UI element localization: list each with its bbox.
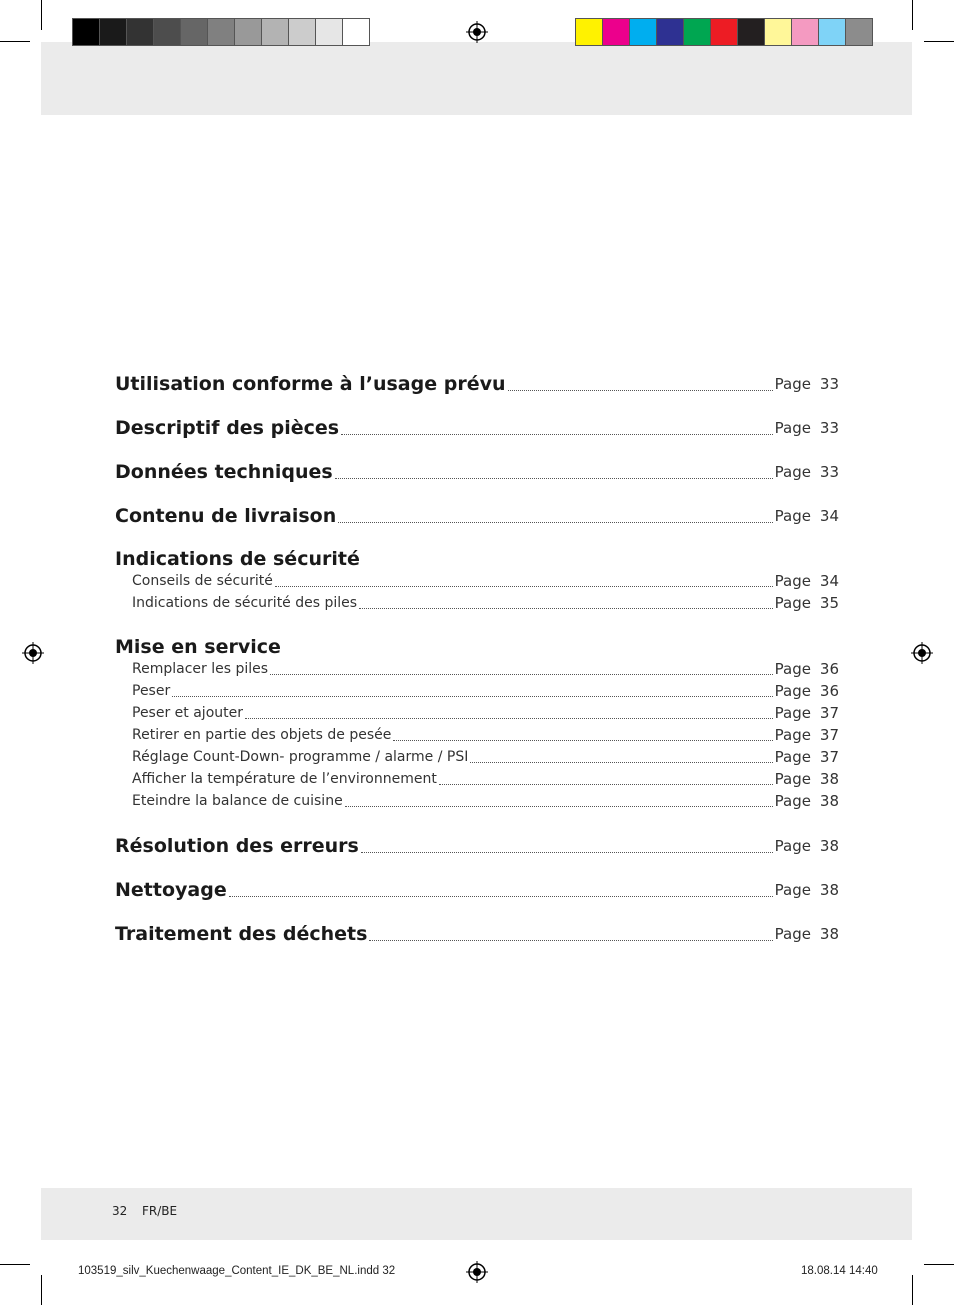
dot-leader bbox=[470, 762, 772, 763]
toc-heading-title: Mise en service bbox=[115, 636, 281, 658]
crop-mark bbox=[924, 1264, 954, 1265]
color-swatch bbox=[234, 18, 262, 46]
page-number-ref: 33 bbox=[819, 419, 839, 437]
dot-leader bbox=[172, 696, 772, 697]
toc-heading bbox=[115, 912, 839, 956]
color-swatch bbox=[72, 18, 100, 46]
page-label: Page bbox=[774, 704, 811, 722]
toc-subentry-label: Conseils de sécurité bbox=[132, 573, 273, 589]
color-swatch bbox=[126, 18, 154, 46]
page-number-ref: 38 bbox=[819, 837, 839, 855]
dot-leader bbox=[335, 478, 773, 479]
toc-heading-title: Utilisation conforme à l’usage prévu bbox=[115, 373, 506, 395]
page-number-ref: 35 bbox=[819, 594, 839, 612]
registration-mark-icon bbox=[466, 1261, 488, 1283]
color-swatch bbox=[602, 18, 630, 46]
toc-section bbox=[115, 626, 839, 824]
dot-leader bbox=[361, 852, 773, 853]
page-number-ref: 37 bbox=[819, 726, 839, 744]
toc-section bbox=[115, 494, 839, 538]
toc-heading-title: Descriptif des pièces bbox=[115, 417, 340, 439]
page-label: Page bbox=[774, 507, 811, 525]
toc-subentry-label: Peser et ajouter bbox=[132, 705, 243, 721]
dot-leader bbox=[338, 522, 772, 523]
section-gap bbox=[115, 614, 839, 626]
crop-mark bbox=[912, 1275, 913, 1305]
toc-section bbox=[115, 406, 839, 450]
toc-subentry-label: Afficher la température de l’environnement bbox=[132, 771, 437, 787]
dot-leader bbox=[229, 896, 773, 897]
toc-subentry-label: Peser bbox=[132, 683, 171, 699]
page-label: Page bbox=[774, 419, 811, 437]
color-swatch bbox=[629, 18, 657, 46]
page-number-ref: 38 bbox=[819, 770, 839, 788]
registration-mark-icon bbox=[911, 642, 933, 664]
dot-leader bbox=[359, 608, 773, 609]
toc-subentry-label: Réglage Count-Down- programme / alarme / PSI bbox=[132, 749, 469, 765]
dot-leader bbox=[369, 940, 772, 941]
color-swatch bbox=[153, 18, 181, 46]
dot-leader bbox=[245, 718, 773, 719]
toc-heading-title: Traitement des déchets bbox=[115, 923, 368, 945]
toc-subentry-label: Indications de sécurité des piles bbox=[132, 595, 358, 611]
page-label: Page bbox=[774, 660, 811, 678]
crop-mark bbox=[41, 0, 42, 30]
page-label: Page bbox=[774, 463, 811, 481]
page-number-ref: 36 bbox=[819, 660, 839, 678]
color-swatch bbox=[575, 18, 603, 46]
dot-leader bbox=[275, 586, 773, 587]
color-bar bbox=[575, 18, 872, 46]
dot-leader bbox=[508, 390, 773, 391]
dot-leader bbox=[270, 674, 773, 675]
crop-mark bbox=[912, 0, 913, 30]
toc-heading bbox=[115, 450, 839, 494]
page-label: Page bbox=[774, 682, 811, 700]
page-label: Page bbox=[774, 881, 811, 899]
toc-heading bbox=[115, 406, 839, 450]
toc-subentry bbox=[115, 790, 839, 812]
toc-heading-title: Données techniques bbox=[115, 461, 333, 483]
page-label: Page bbox=[774, 925, 811, 943]
page-label: Page bbox=[774, 375, 811, 393]
page-number-ref: 37 bbox=[819, 748, 839, 766]
toc-subentry bbox=[115, 658, 839, 680]
toc-heading bbox=[115, 626, 839, 658]
color-swatch bbox=[818, 18, 846, 46]
section-gap bbox=[115, 812, 839, 824]
color-swatch bbox=[845, 18, 873, 46]
color-swatch bbox=[207, 18, 235, 46]
color-swatch bbox=[791, 18, 819, 46]
page-number-ref: 33 bbox=[819, 463, 839, 481]
color-swatch bbox=[764, 18, 792, 46]
toc-section bbox=[115, 868, 839, 912]
toc-heading-title: Contenu de livraison bbox=[115, 505, 337, 527]
page-number-ref: 38 bbox=[819, 792, 839, 810]
toc-subentry bbox=[115, 702, 839, 724]
page-label: Page bbox=[774, 770, 811, 788]
color-swatch bbox=[710, 18, 738, 46]
page-label: Page bbox=[774, 594, 811, 612]
toc-subentry-label: Eteindre la balance de cuisine bbox=[132, 793, 343, 809]
toc-subentry bbox=[115, 570, 839, 592]
page-label: Page bbox=[774, 726, 811, 744]
toc-subentry-label: Remplacer les piles bbox=[132, 661, 269, 677]
page-number-ref: 36 bbox=[819, 682, 839, 700]
page-number: 32 bbox=[112, 1204, 128, 1218]
toc-section bbox=[115, 824, 839, 868]
toc-heading bbox=[115, 538, 839, 570]
color-swatch bbox=[683, 18, 711, 46]
toc-section bbox=[115, 450, 839, 494]
date-slug: 18.08.14 14:40 bbox=[801, 1265, 878, 1277]
page-number-ref: 33 bbox=[819, 375, 839, 393]
page-number-ref: 34 bbox=[819, 507, 839, 525]
table-of-contents bbox=[115, 362, 839, 956]
toc-heading bbox=[115, 868, 839, 912]
toc-subentry-label: Retirer en partie des objets de pesée bbox=[132, 727, 392, 743]
color-swatch bbox=[342, 18, 370, 46]
header-band bbox=[41, 42, 912, 115]
color-swatch bbox=[180, 18, 208, 46]
toc-subentry bbox=[115, 746, 839, 768]
page-label: Page bbox=[774, 792, 811, 810]
color-swatch bbox=[656, 18, 684, 46]
crop-mark bbox=[0, 1264, 30, 1265]
toc-heading-title: Résolution des erreurs bbox=[115, 835, 359, 857]
toc-subentry bbox=[115, 768, 839, 790]
toc-heading bbox=[115, 824, 839, 868]
language-code: FR/BE bbox=[142, 1204, 178, 1218]
toc-subentry bbox=[115, 680, 839, 702]
page-number-ref: 37 bbox=[819, 704, 839, 722]
page-number-ref: 38 bbox=[819, 881, 839, 899]
greyscale-bar bbox=[72, 18, 369, 46]
dot-leader bbox=[341, 434, 773, 435]
page-label: Page bbox=[774, 748, 811, 766]
dot-leader bbox=[345, 806, 773, 807]
color-swatch bbox=[288, 18, 316, 46]
page-label: Page bbox=[774, 837, 811, 855]
toc-heading-title: Nettoyage bbox=[115, 879, 227, 901]
color-swatch bbox=[737, 18, 765, 46]
page-number-ref: 34 bbox=[819, 572, 839, 590]
dot-leader bbox=[393, 740, 772, 741]
toc-section bbox=[115, 538, 839, 626]
file-slug: 103519_silv_Kuechenwaage_Content_IE_DK_BE_NL.indd 32 bbox=[78, 1265, 396, 1277]
toc-heading bbox=[115, 362, 839, 406]
toc-heading bbox=[115, 494, 839, 538]
color-swatch bbox=[261, 18, 289, 46]
page-label: Page bbox=[774, 572, 811, 590]
color-swatch bbox=[99, 18, 127, 46]
toc-heading-title: Indications de sécurité bbox=[115, 548, 360, 570]
crop-mark bbox=[41, 1275, 42, 1305]
toc-section bbox=[115, 912, 839, 956]
registration-mark-icon bbox=[466, 21, 488, 43]
crop-mark bbox=[924, 41, 954, 42]
dot-leader bbox=[439, 784, 773, 785]
toc-subentry bbox=[115, 592, 839, 614]
color-swatch bbox=[315, 18, 343, 46]
toc-section bbox=[115, 362, 839, 406]
crop-mark bbox=[0, 41, 30, 42]
toc-subentry bbox=[115, 724, 839, 746]
page-number-ref: 38 bbox=[819, 925, 839, 943]
registration-mark-icon bbox=[22, 642, 44, 664]
